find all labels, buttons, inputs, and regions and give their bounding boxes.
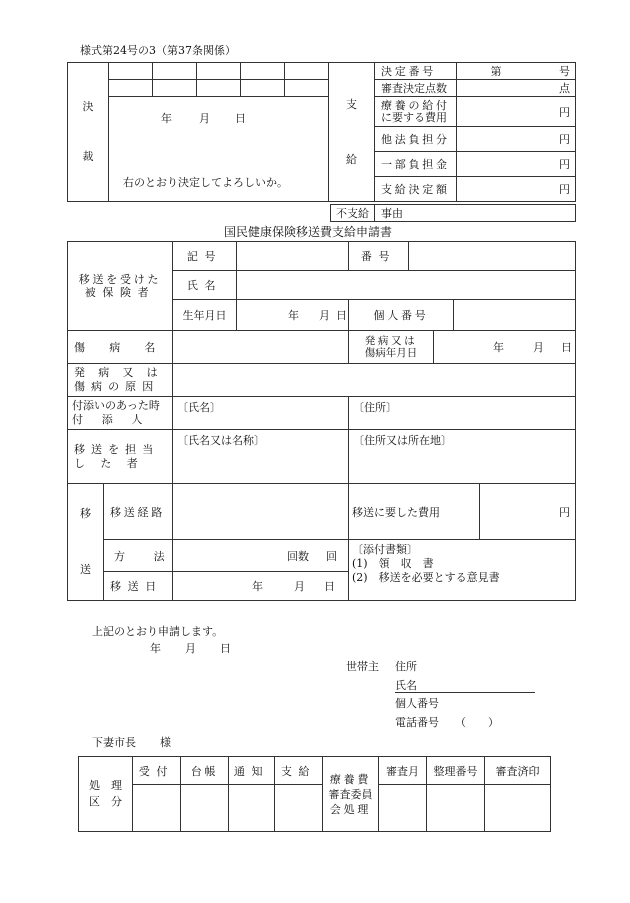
bango-label: 番号 — [349, 242, 409, 271]
route-value — [173, 484, 349, 540]
insured-label: 移送を受けた 被保険者 — [68, 242, 173, 331]
score-label: 審査決定点数 — [375, 80, 457, 97]
name-underline — [395, 692, 535, 693]
jiyu-label: 事由 — [375, 205, 576, 222]
copay-unit: 円 — [457, 152, 576, 177]
mayor-label: 下妻市長 — [92, 736, 136, 749]
uketsuke-box — [133, 785, 181, 832]
seal-box — [109, 63, 153, 80]
seal-box — [241, 80, 285, 97]
phone-paren: （ ） — [455, 716, 499, 729]
decl-month: 月 — [185, 642, 196, 655]
application-table — [67, 241, 576, 601]
seal-box — [153, 63, 197, 80]
header-daicho: 台帳 — [181, 757, 229, 785]
other-law-unit: 円 — [457, 127, 576, 152]
transport-side-label: 移 送 — [68, 484, 104, 601]
decision-number-value: 第 号 — [457, 63, 576, 80]
tsuchi-box — [229, 785, 275, 832]
cost-label: 移送に要した費用 — [349, 484, 480, 540]
payment-amount-label: 支給決定額 — [375, 177, 457, 202]
cause-label: 発病又は 傷病の原因 — [68, 364, 173, 397]
approval-table — [67, 62, 576, 202]
method-count: 回数 回 — [173, 540, 349, 572]
route-label: 移送経路 — [104, 484, 173, 540]
header-shinsa-month: 審査月 — [379, 757, 427, 785]
attendant-address: 〔住所〕 — [349, 397, 576, 430]
onset-date: 年 月 日 — [434, 331, 576, 364]
care-cost-label: 療養の給付 に要する費用 — [375, 97, 457, 127]
fushikyu-label: 不支給 — [331, 205, 375, 222]
carrier-name: 〔氏名又は名称〕 — [173, 430, 349, 484]
seal-box — [109, 80, 153, 97]
birth-date: 年 月 日 — [237, 300, 349, 331]
cause-value — [173, 364, 576, 397]
householder-name-label: 氏名 — [395, 679, 417, 692]
approve-text: 右のとおり決定してよろしいか。 — [123, 176, 288, 189]
form-id: 様式第24号の3（第37条関係） — [80, 44, 236, 57]
processing-label: 処 理 区 分 — [79, 757, 133, 832]
seiri-number-box — [427, 785, 485, 832]
householder-label: 世帯主 — [346, 660, 379, 673]
phone-label: 電話番号 — [395, 716, 439, 729]
decl-year: 年 — [150, 642, 161, 655]
birth-label: 生年月日 — [173, 300, 237, 331]
other-law-label: 他法負担分 — [375, 127, 457, 152]
seal-box — [153, 80, 197, 97]
kigo-label: 記号 — [173, 242, 237, 271]
copay-label: 一部負担金 — [375, 152, 457, 177]
onset-label: 発病又は 傷病年月日 — [349, 331, 434, 364]
seal-box — [285, 63, 329, 80]
processing-table — [78, 756, 551, 832]
form-title: 国民健康保険移送費支給申請書 — [224, 225, 393, 239]
daicho-box — [181, 785, 229, 832]
carrier-label: 移送を担当 した者 — [68, 430, 173, 484]
shinsa-month-box — [379, 785, 427, 832]
attendant-label: 付添いのあった時 付添人 — [68, 397, 173, 430]
cost-unit: 円 — [480, 484, 576, 540]
header-uketsuke: 受付 — [133, 757, 181, 785]
transport-date-label: 移送日 — [104, 572, 173, 601]
header-seiri-number: 整理番号 — [427, 757, 485, 785]
bango-value — [409, 242, 576, 271]
header-shinsa-seal: 審査済印 — [485, 757, 551, 785]
kojin-value — [454, 300, 576, 331]
method-label: 方法 — [104, 540, 173, 572]
seal-box — [285, 80, 329, 97]
shinsa-seal-box — [485, 785, 551, 832]
name-value — [237, 271, 576, 300]
care-cost-unit: 円 — [457, 97, 576, 127]
illness-label: 傷病名 — [68, 331, 173, 364]
declaration: 上記のとおり申請します。 — [92, 625, 224, 638]
fushikyu-table — [330, 204, 576, 222]
payment-amount-unit: 円 — [457, 177, 576, 202]
attendant-name: 〔氏名〕 — [173, 397, 349, 430]
shikyu-box — [275, 785, 323, 832]
mayor-sama: 様 — [160, 736, 171, 749]
carrier-address: 〔住所又は所在地〕 — [349, 430, 576, 484]
header-shikyu: 支給 — [275, 757, 323, 785]
illness-value — [173, 331, 349, 364]
decl-day: 日 — [220, 642, 231, 655]
header-tsuchi: 通知 — [229, 757, 275, 785]
committee-label: 療養費 審査委員 会処理 — [323, 757, 379, 832]
seal-box — [197, 63, 241, 80]
seal-box — [197, 80, 241, 97]
shikyu-cell: 支 給 — [329, 63, 375, 202]
kessai-cell: 決 裁 — [68, 63, 109, 202]
kigo-value — [237, 242, 349, 271]
seal-box — [241, 63, 285, 80]
decision-number-label: 決定番号 — [375, 63, 457, 80]
name-label: 氏名 — [173, 271, 237, 300]
transport-date: 年 月 日 — [173, 572, 349, 601]
approval-date-area: 年 月 日 右のとおり決定してよろしいか。 — [109, 97, 329, 202]
householder-kojin-label: 個人番号 — [395, 697, 439, 710]
kojin-label: 個人番号 — [349, 300, 454, 331]
attachments: 〔添付書類〕 (1) 領 収 書 (2) 移送を必要とする意見書 — [349, 540, 576, 601]
householder-address-label: 住所 — [395, 660, 417, 673]
score-unit: 点 — [457, 80, 576, 97]
